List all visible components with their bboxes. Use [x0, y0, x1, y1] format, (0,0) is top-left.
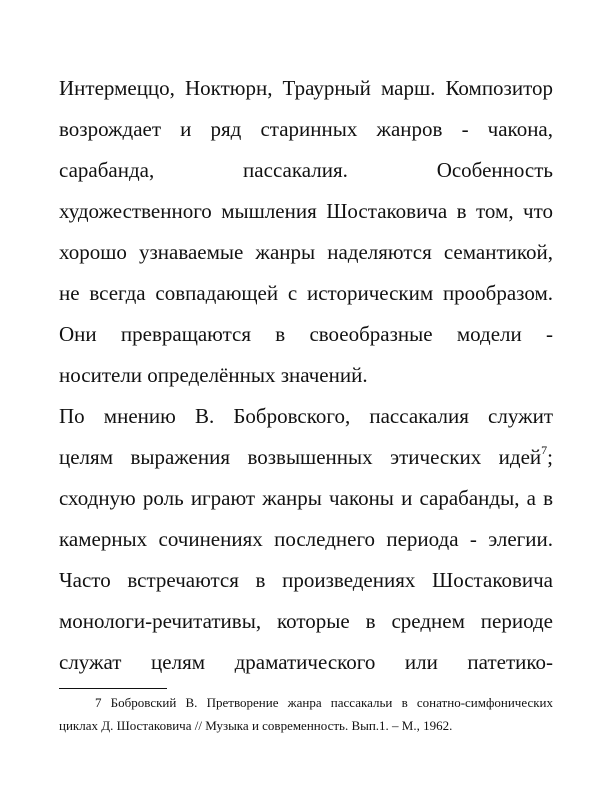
footnote-line-1: 7 Бобровский В. Претворение жанра пассакальи в сонатно-симфонических — [95, 695, 553, 710]
body-line-11: сходную роль играют жанры чаконы и сарабанды, а в — [59, 486, 553, 510]
body-line-9: По мнению В. Бобровского, пассакалия служит — [59, 404, 553, 428]
body-line-5: хорошо узнаваемые жанры наделяются семантикой, — [59, 240, 553, 264]
body-line-10-tail: ; — [547, 445, 553, 469]
footnote-line-2: циклах Д. Шостаковича // Музыка и современность. Вып.1. – М., 1962. — [59, 718, 453, 733]
body-line-13: Часто встречаются в произведениях Шостаковича — [59, 568, 553, 592]
body-line-2: возрождает и ряд старинных жанров - чакона, — [59, 117, 553, 141]
body-line-4: художественного мышления Шостаковича в том, что — [59, 199, 553, 223]
body-line-15: служат целям драматического или патетико- — [59, 650, 553, 674]
footnote-separator — [59, 688, 167, 689]
body-line-1: Интермеццо, Ноктюрн, Траурный марш. Композитор — [59, 76, 553, 100]
body-line-10-text: целям выражения возвышенных этических идей — [59, 445, 542, 469]
body-line-10 — [59, 445, 553, 469]
footnote-marker: 7 — [541, 443, 548, 457]
body-line-14: монологи-речитативы, которые в среднем периоде — [59, 609, 553, 633]
body-line-8: носители определённых значений. — [59, 363, 368, 387]
body-line-7: Они превращаются в своеобразные модели - — [59, 322, 553, 346]
body-line-12: камерных сочинениях последнего периода - элегии. — [59, 527, 553, 551]
body-line-6: не всегда совпадающей с историческим прообразом. — [59, 281, 553, 305]
body-line-3: сарабанда, пассакалия. Особенность — [59, 158, 553, 182]
